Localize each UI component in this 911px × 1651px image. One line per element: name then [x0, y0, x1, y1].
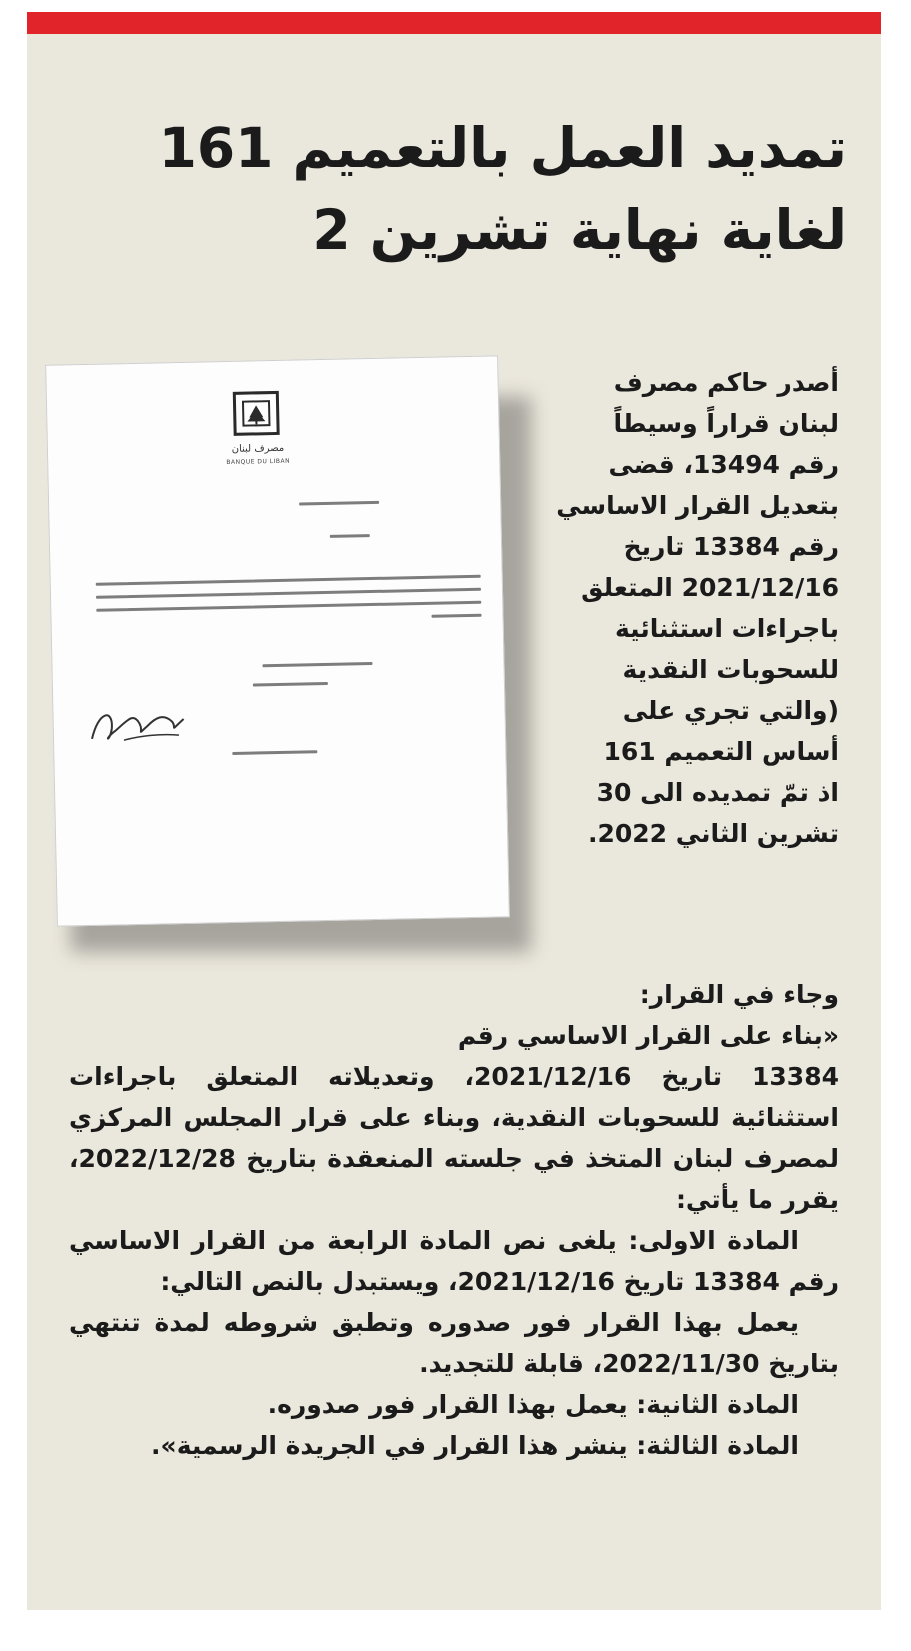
quote-start-line: «بناء على القرار الاساسي رقم: [457, 1021, 839, 1050]
letter-signatory-name-line: [232, 750, 317, 755]
article-three-paragraph: المادة الثالثة: ينشر هذا القرار في الجريدة الرسمية».: [151, 1431, 799, 1460]
bank-name-english: BANQUE DU LIBAN: [226, 457, 291, 467]
column-line: أصدر حاكم مصرف: [613, 368, 839, 397]
column-line: بتعديل القرار الاساسي: [556, 491, 839, 520]
letter-body-line: [96, 588, 481, 599]
letter-signatory-title-line: [253, 682, 328, 687]
signature-icon: [83, 699, 194, 751]
section-color-bar: [27, 12, 881, 34]
central-bank-letter-photo: [45, 355, 510, 926]
column-line: لبنان قراراً وسيطاً: [613, 409, 839, 438]
quote-lead-in: [507, 974, 839, 1015]
bank-name-arabic: مصرف لبنان: [231, 442, 285, 455]
column-line: باجراءات استثنائية: [615, 614, 839, 643]
letter-body-line: [96, 601, 481, 612]
decision-text: [69, 1015, 839, 1466]
article-two-paragraph: المادة الثانية: يعمل بهذا القرار فور صدوره.: [267, 1390, 799, 1419]
column-line: اذ تمّ تمديده الى 30: [596, 778, 839, 807]
newspaper-clipping: [27, 12, 881, 1610]
article-one-replacement-text: يعمل بهذا القرار فور صدوره وتطبق شروطه لمدة تنتهي بتاريخ 2022/11/30، قابلة للتجديد.: [69, 1308, 839, 1378]
column-line: رقم 13384 تاريخ: [623, 532, 839, 561]
letter-date-line: [262, 662, 372, 667]
decision-intro-paragraph: 13384 تاريخ 2021/12/16، وتعديلاته المتعلق باجراءات استثنائية للسحوبات النقدية، وبناء على قرار المجلس المركزي لمصرف لبنان المتخذ في جلسته المنعقدة بتاريخ 2022/12/28، يقرر ما يأتي:: [69, 1062, 839, 1214]
column-line: رقم 13494، قضى: [608, 450, 839, 479]
column-line: (والتي تجري على: [622, 696, 839, 725]
column-line: أساس التعميم 161: [603, 737, 839, 766]
headline-line-2: لغاية نهاية تشرين 2: [312, 198, 847, 262]
letter-addressee-line: [330, 534, 370, 538]
headline-line-1: تمديد العمل بالتعميم 161: [158, 116, 847, 180]
letter-body-line: [431, 614, 481, 618]
lead-in-line: وجاء في القرار:: [639, 980, 839, 1009]
letter-body-line: [96, 575, 481, 586]
column-line: تشرين الثاني 2022.: [588, 819, 839, 848]
column-line: 2021/12/16 المتعلق: [581, 573, 839, 602]
letter-subject-line: [299, 501, 379, 506]
cedar-logo-icon: [233, 391, 280, 436]
column-line: للسحوبات النقدية: [622, 655, 839, 684]
article-one-paragraph: المادة الاولى: يلغى نص المادة الرابعة من القرار الاساسي رقم 13384 تاريخ 2021/12/16، ويستبدل بالنص التالي:: [69, 1226, 839, 1296]
article-headline: [67, 107, 847, 271]
article-column-text: [507, 362, 839, 854]
